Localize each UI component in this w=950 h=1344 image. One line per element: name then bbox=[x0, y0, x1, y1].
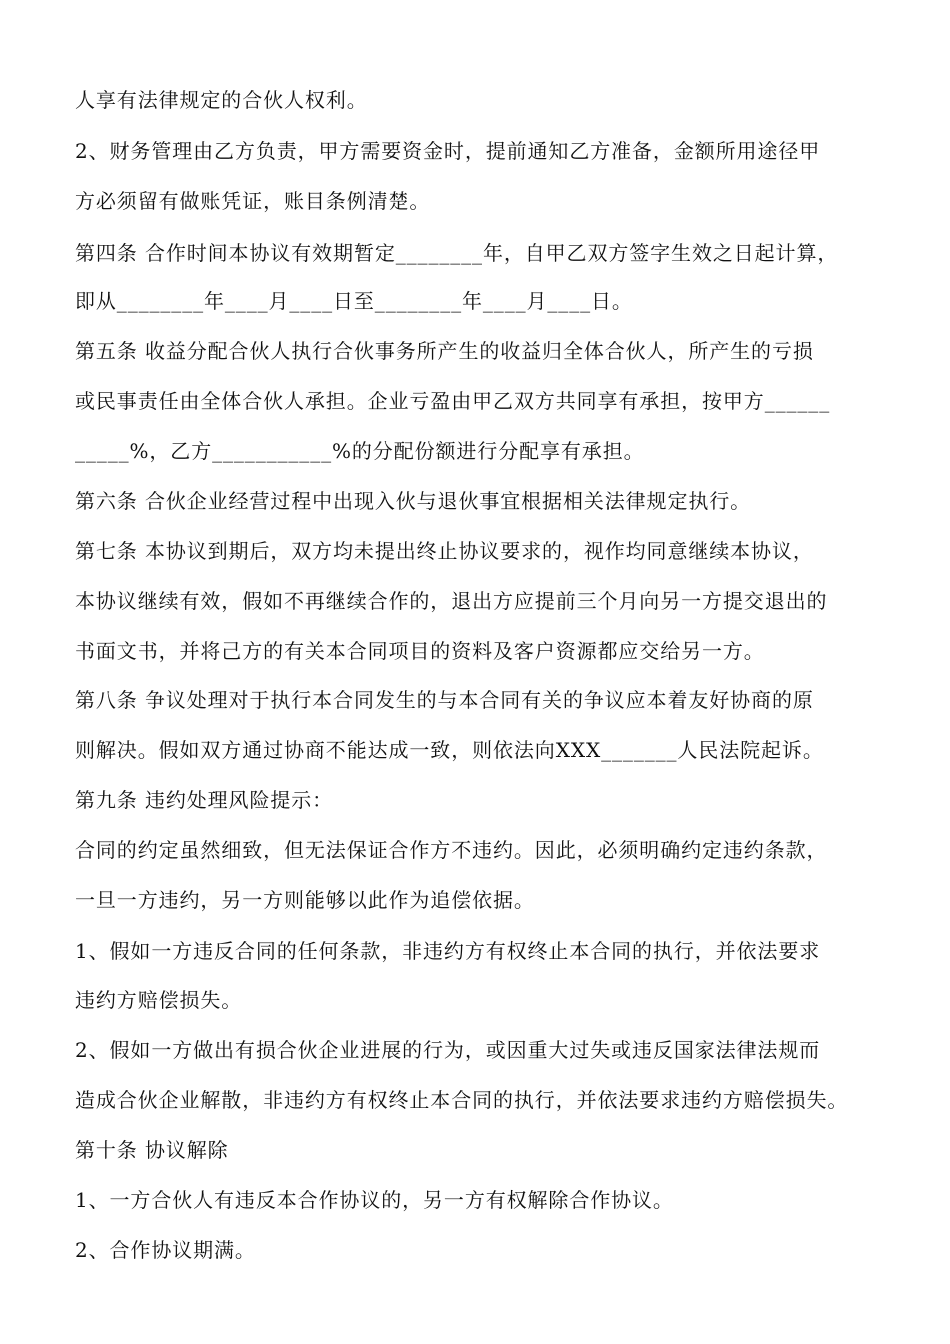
text-line: 2、假如一方做出有损合伙企业进展的行为，或因重大过失或违反国家法律法规而 bbox=[75, 1038, 821, 1062]
text-line: 第四条 合作时间本协议有效期暂定________年，自甲乙双方签字生效之日起计算， bbox=[75, 241, 839, 265]
text-line: 第八条 争议处理对于执行本合同发生的与本合同有关的争议应本着友好协商的原 bbox=[75, 688, 814, 712]
text-line: 造成合伙企业解散，非违约方有权终止本合同的执行，并依法要求违约方赔偿损失。 bbox=[75, 1088, 849, 1112]
text-line: 或民事责任由全体合伙人承担。企业亏盈由甲乙双方共同享有承担，按甲方______ bbox=[75, 389, 831, 413]
text-line: 第十条 协议解除 bbox=[75, 1138, 229, 1162]
text-line: 违约方赔偿损失。 bbox=[75, 988, 243, 1012]
text-line: 合同的约定虽然细致，但无法保证合作方不违约。因此，必须明确约定违约条款， bbox=[75, 838, 828, 862]
text-line: 本协议继续有效，假如不再继续合作的，退出方应提前三个月向另一方提交退出的 bbox=[75, 589, 828, 613]
text-line: 2、财务管理由乙方负责，甲方需要资金时，提前通知乙方准备，金额所用途径甲 bbox=[75, 139, 821, 163]
text-line: 1、一方合伙人有违反本合作协议的，另一方有权解除合作协议。 bbox=[75, 1188, 674, 1212]
text-line: 1、假如一方违反合同的任何条款，非违约方有权终止本合同的执行，并依法要求 bbox=[75, 939, 821, 963]
text-line: 第五条 收益分配合伙人执行合伙事务所产生的收益归全体合伙人，所产生的亏损 bbox=[75, 339, 814, 363]
text-line: 则解决。假如双方通过协商不能达成一致，则依法向XXX_______人民法院起诉。 bbox=[75, 738, 824, 762]
text-line: _____%，乙方___________%的分配份额进行分配享有承担。 bbox=[75, 439, 645, 463]
text-line: 第七条 本协议到期后，双方均未提出终止协议要求的，视作均同意继续本协议， bbox=[75, 539, 814, 563]
text-line: 方必须留有做账凭证，账目条例清楚。 bbox=[75, 189, 431, 213]
text-line: 第九条 违约处理风险提示： bbox=[75, 788, 334, 812]
text-line: 即从________年____月____日至________年____月____日。 bbox=[75, 289, 633, 313]
text-line: 第六条 合伙企业经营过程中出现入伙与退伙事宜根据相关法律规定执行。 bbox=[75, 489, 752, 513]
text-line: 人享有法律规定的合伙人权利。 bbox=[75, 88, 368, 112]
text-line: 书面文书，并将己方的有关本合同项目的资料及客户资源都应交给另一方。 bbox=[75, 639, 765, 663]
text-line: 一旦一方违约，另一方则能够以此作为追偿依据。 bbox=[75, 888, 535, 912]
text-line: 2、合作协议期满。 bbox=[75, 1238, 256, 1262]
